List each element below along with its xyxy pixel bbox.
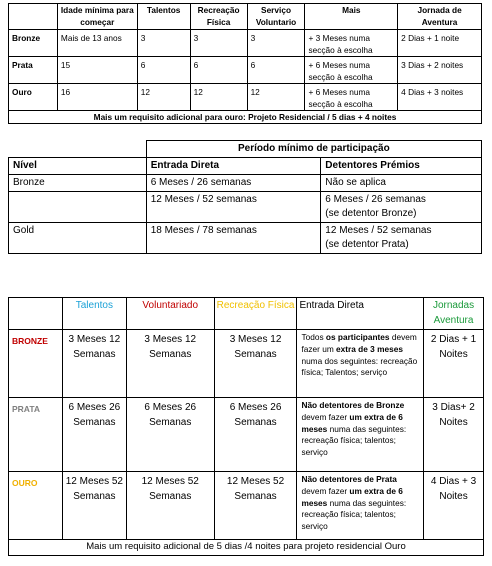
entrada-cell xyxy=(297,330,424,398)
header-recreacao: Recreação Física xyxy=(214,298,297,330)
table-footer-row xyxy=(9,540,484,556)
table-header-row xyxy=(9,298,484,330)
voluntariado-cell: 3 Meses 12 Semanas xyxy=(126,330,214,398)
entry-bold: Não detentores de Prata xyxy=(301,474,397,484)
entry-bold: um extra de 6 meses xyxy=(301,411,403,434)
table-row xyxy=(9,192,482,223)
talentos-cell: 3 xyxy=(137,30,190,57)
header-jornada: Jornada de Aventura xyxy=(398,4,482,30)
header-recreacao: Recreação Física xyxy=(190,4,247,30)
entry-text: devem fazer xyxy=(301,411,350,422)
header-servico: Serviço Voluntario xyxy=(247,4,305,30)
age-cell: 16 xyxy=(57,84,137,111)
detentores-cell: Não se aplica xyxy=(321,175,482,192)
header-entrada-direta: Entrada Direta xyxy=(297,298,424,330)
table-row xyxy=(9,330,484,398)
level-cell: BRONZE xyxy=(9,330,63,398)
voluntariado-cell: 12 Meses 52 Semanas xyxy=(126,472,214,540)
level-cell: Ouro xyxy=(9,84,58,111)
footer-note: Mais um requisito adicional de 5 dias /4 noites para projeto residencial Ouro xyxy=(9,540,484,556)
header-detentores: Detentores Prémios xyxy=(321,158,482,175)
recreacao-cell: 3 Meses 12 Semanas xyxy=(214,330,297,398)
entry-bold: Não detentores de Bronze xyxy=(301,400,405,410)
empty-corner xyxy=(9,141,147,158)
servico-cell: 3 xyxy=(247,30,305,57)
servico-cell: 6 xyxy=(247,57,305,84)
table-header-row xyxy=(9,158,482,175)
jornada-cell: 2 Dias + 1 noite xyxy=(398,30,482,57)
entrada-cell: 12 Meses / 52 semanas xyxy=(146,192,321,223)
jornada-cell: 4 Dias + 3 noites xyxy=(398,84,482,111)
period-header: Período mínimo de participação xyxy=(146,141,481,158)
talentos-cell: 6 Meses 26 Semanas xyxy=(62,398,126,472)
jornada-cell: 3 Dias + 2 noites xyxy=(398,57,482,84)
entry-text: devem fazer xyxy=(301,485,350,496)
age-cell: 15 xyxy=(57,57,137,84)
talentos-cell: 12 Meses 52 Semanas xyxy=(62,472,126,540)
table-row xyxy=(9,175,482,192)
recreacao-cell: 12 Meses 52 Semanas xyxy=(214,472,297,540)
table-row xyxy=(9,472,484,540)
header-nivel: Nível xyxy=(9,158,147,175)
servico-cell: 12 xyxy=(247,84,305,111)
header-mais: Mais xyxy=(305,4,398,30)
talentos-cell: 3 Meses 12 Semanas xyxy=(62,330,126,398)
header-voluntariado: Voluntariado xyxy=(126,298,214,330)
period-header-row xyxy=(9,141,482,158)
mais-cell: + 6 Meses numa secção à escolha xyxy=(305,84,398,111)
table-row xyxy=(9,57,482,84)
detentores-cell: 12 Meses / 52 semanas (se detentor Prata) xyxy=(321,223,482,254)
entry-text: Todos xyxy=(301,332,326,342)
table-row xyxy=(9,398,484,472)
header-talentos: Talentos xyxy=(62,298,126,330)
level-cell: Bronze xyxy=(9,30,58,57)
header-talentos: Talentos xyxy=(137,4,190,30)
level-cell: PRATA xyxy=(9,398,63,472)
header-entrada: Entrada Direta xyxy=(146,158,321,175)
entrada-cell xyxy=(297,472,424,540)
level-cell: Prata xyxy=(9,57,58,84)
table-row xyxy=(9,30,482,57)
jornadas-cell: 4 Dias + 3 Noites xyxy=(424,472,484,540)
header-empty xyxy=(9,298,63,330)
level-cell: OURO xyxy=(9,472,63,540)
jornadas-cell: 3 Dias+ 2 Noites xyxy=(424,398,484,472)
entry-bold: extra de 3 meses xyxy=(336,343,403,354)
header-level xyxy=(9,4,58,30)
participation-period-table xyxy=(8,140,482,254)
entry-bold: um extra de 6 meses xyxy=(301,485,403,508)
footer-note: Mais um requisito adicional para ouro: Projeto Residencial / 5 dias + 4 noites xyxy=(9,111,482,124)
talentos-cell: 6 xyxy=(137,57,190,84)
recreacao-cell: 3 xyxy=(190,30,247,57)
jornadas-cell: 2 Dias + 1 Noites xyxy=(424,330,484,398)
header-jornadas: Jornadas Aventura xyxy=(424,298,484,330)
nivel-cell: Bronze xyxy=(9,175,147,192)
requirements-summary-table xyxy=(8,3,482,124)
entrada-cell xyxy=(297,398,424,472)
entry-text: numa das seguintes: recreação física; talentos; serviço xyxy=(301,497,407,532)
entry-text: numa dos seguintes: recreação física; Talentos; serviço xyxy=(301,355,418,378)
entrada-cell: 18 Meses / 78 semanas xyxy=(146,223,321,254)
entrada-cell: 6 Meses / 26 semanas xyxy=(146,175,321,192)
nivel-cell: Gold xyxy=(9,223,147,254)
mais-cell: + 3 Meses numa secção à escolha xyxy=(305,30,398,57)
recreacao-cell: 6 Meses 26 Semanas xyxy=(214,398,297,472)
entry-text: numa das seguintes: recreação física; talentos; serviço xyxy=(301,423,407,458)
table-header-row xyxy=(9,4,482,30)
table-footer-row xyxy=(9,111,482,124)
talentos-cell: 12 xyxy=(137,84,190,111)
table-row xyxy=(9,84,482,111)
detentores-cell: 6 Meses / 26 semanas (se detentor Bronze) xyxy=(321,192,482,223)
recreacao-cell: 6 xyxy=(190,57,247,84)
age-cell: Mais de 13 anos xyxy=(57,30,137,57)
header-min-age: Idade mínima para começar xyxy=(57,4,137,30)
voluntariado-cell: 6 Meses 26 Semanas xyxy=(126,398,214,472)
table-row xyxy=(9,223,482,254)
award-levels-table xyxy=(8,297,484,556)
mais-cell: + 6 Meses numa secção à escolha xyxy=(305,57,398,84)
entry-text: devem fazer um xyxy=(301,332,417,354)
entry-bold: os participantes xyxy=(325,332,390,342)
nivel-cell xyxy=(9,192,147,223)
recreacao-cell: 12 xyxy=(190,84,247,111)
